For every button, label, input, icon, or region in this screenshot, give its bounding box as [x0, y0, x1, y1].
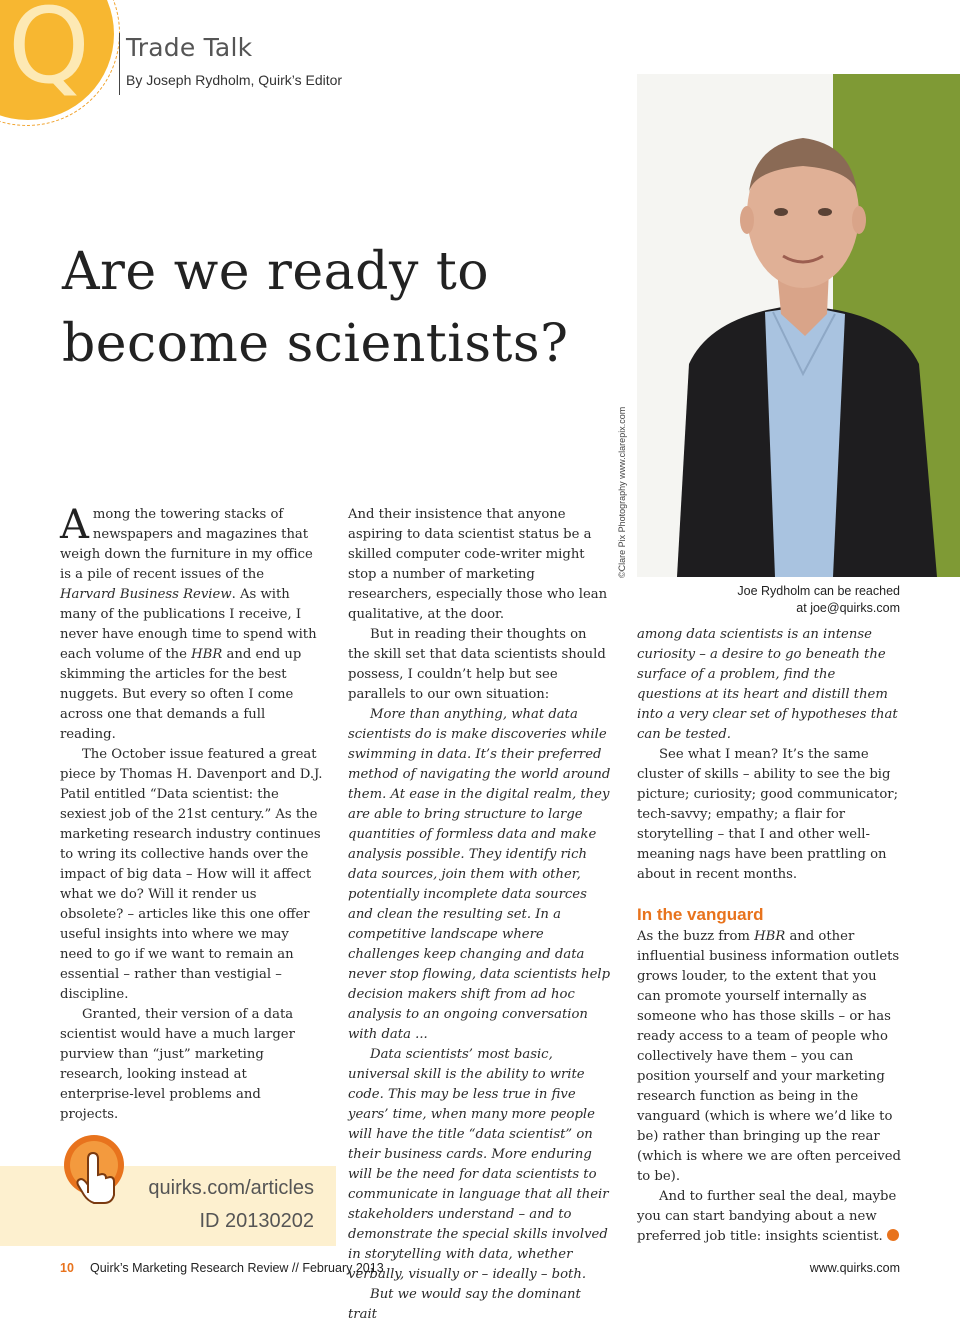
page-number: 10	[60, 1261, 74, 1275]
subhead: In the vanguard	[637, 905, 764, 924]
paragraph	[637, 927, 902, 1187]
section-title: Trade Talk	[126, 33, 253, 62]
author-photo	[637, 74, 960, 577]
text-run: And to further seal the deal, maybe you can start bandying about a new preferred job title: insights scientist.	[637, 1189, 897, 1244]
text-run: As the buzz from	[637, 929, 755, 944]
paragraph	[637, 1187, 902, 1247]
publication-line: Quirk’s Marketing Research Review // February 2013	[90, 1261, 384, 1275]
text-run: mong the towering stacks of newspapers and magazines that weigh down the furniture in my office is a pile of recent issues of the	[60, 507, 313, 582]
author-portrait-illustration	[637, 74, 960, 577]
article-url-link[interactable]: quirks.com/articles	[148, 1177, 314, 1199]
paragraph: But we would say the dominant trait	[348, 1287, 581, 1322]
text-run: and other influential business information outlets grows louder, to the extent that you can promote yourself internally as someone who has those skills – or has ready access to a team of people who collectively have them – you can position yourself and your marketing research function as being in the vanguard (which is where we’d like to be) rather than bringing up the rear (which is where we are often perceived to be).	[637, 929, 901, 1184]
article-column-3	[637, 625, 902, 1247]
drop-cap: A	[60, 502, 89, 548]
headline-line-1: Are we ready to	[62, 242, 490, 302]
quoted-paragraph: among data scientists is an intense curiosity – a desire to go beneath the surface of a problem, find the questions at its heart and distill them into a very clear set of hypotheses that can be tested.	[637, 627, 898, 742]
end-mark-icon	[887, 1229, 899, 1241]
publication-title: HBR	[191, 647, 223, 662]
article-column-1	[60, 502, 323, 1125]
paragraph: And their insistence that anyone aspiring to data scientist status be a skilled computer code-writer might stop a number of marketing researchers, especially those who lean qualitative, at the door.	[348, 507, 608, 622]
website-link[interactable]: www.quirks.com	[809, 1261, 900, 1275]
caption-line-1: Joe Rydholm can be reached	[737, 584, 900, 598]
paragraph	[60, 502, 323, 745]
article-column-2	[348, 505, 612, 1325]
badge-letter: Q	[8, 0, 90, 107]
photo-caption	[700, 583, 900, 617]
quoted-paragraph: Data scientists’ most basic, universal skill is the ability to write code. This may be less true in five years’ time, when many more people will have the title “data scientist” on their business cards. More enduring will be the need for data scientists to communicate in language that all their stakeholders understand – and to demonstrate the special skills involved in storytelling with data, whether verbally, visually or – ideally – both.	[348, 1047, 609, 1282]
headline-line-2: become scientists?	[62, 314, 569, 374]
paragraph: See what I mean? It’s the same cluster of skills – ability to see the big picture; curiosity; good communicator; tech-savvy; empathy; a flair for storytelling – that I and other well-meaning nags have been prattling on about in recent months.	[637, 747, 899, 882]
quoted-paragraph: More than anything, what data scientists do is make discoveries while swimming in data. It’s their preferred method of navigating the world around them. At ease in the digital realm, they are able to bring structure to large quantities of formless data and make analysis possible. They identify rich data sources, join them with other, potentially incomplete data sources and clean the resulting set. In a competitive landscape where challenges keep changing and data never stop flowing, data scientists help decision makers shift from ad hoc analysis to an ongoing conversation with data ...	[348, 707, 611, 1042]
text-run: . As with many of the publications I receive, I never have enough time to spend with each volume of the	[60, 587, 317, 662]
header-divider	[119, 33, 120, 95]
pointing-hand-icon	[62, 1133, 126, 1205]
byline: By Joseph Rydholm, Quirk’s Editor	[126, 72, 343, 88]
headline	[62, 236, 622, 380]
paragraph: Granted, their version of a data scientist would have a much larger purview than “just” marketing research, looking instead at enterprise-level problems and projects.	[60, 1007, 295, 1122]
text-run: and end up skimming the articles for the best nuggets. But every so often I come across one that demands a full reading.	[60, 647, 302, 742]
article-id: ID 20130202	[199, 1210, 314, 1232]
caption-line-2: at joe@quirks.com	[796, 601, 900, 615]
paragraph: The October issue featured a great piece by Thomas H. Davenport and D.J. Patil entitled “Data scientist: the sexiest job of the 21st century.” As the marketing research industry continues to wring its collective hands over the impact of big data – How will it affect what we do? Will it render us obsolete? – articles like this one offer useful insights into where we may need to go if we want to remain an essential – rather than vestigial – discipline.	[60, 747, 323, 1002]
publication-title: Harvard Business Review	[60, 587, 232, 602]
photo-credit: ©Clare Pix Photography www.clarepix.com	[617, 406, 627, 578]
paragraph: But in reading their thoughts on the skill set that data scientists should possess, I couldn’t help but see parallels to our own situation:	[348, 627, 606, 702]
publication-title: HBR	[754, 929, 786, 944]
